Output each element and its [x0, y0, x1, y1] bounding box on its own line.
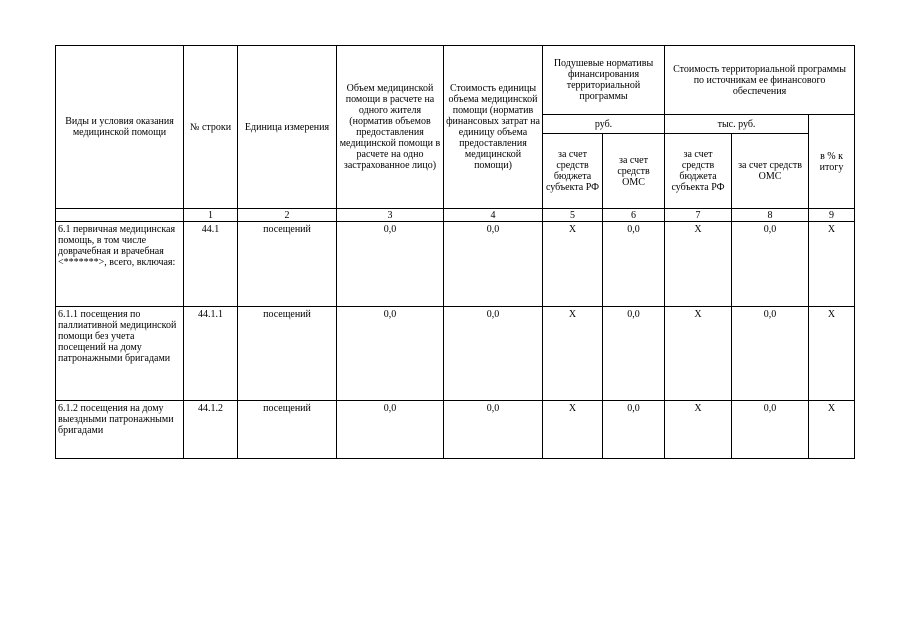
financing-table-page: [55, 45, 855, 459]
row-oms-rub: 0,0: [603, 307, 665, 401]
row-oms-rub: 0,0: [603, 222, 665, 307]
header-percent-total: в % к итогу: [809, 115, 855, 209]
row-name: 6.1.1 посещения по паллиативной медицинской помощи без учета посещений на дому патронажными бригадами: [56, 307, 184, 401]
column-number: 5: [543, 209, 603, 222]
row-unit: посещений: [238, 401, 337, 459]
header-unit: Единица измерения: [238, 46, 337, 209]
row-percent: X: [809, 307, 855, 401]
header-budget-rf-rub: за счет средств бюджета субъекта РФ: [543, 134, 603, 209]
row-code: 44.1: [184, 222, 238, 307]
header-territorial-cost: Стоимость территориальной программы по источникам ее финансового обеспечения: [665, 46, 855, 115]
column-number: 2: [238, 209, 337, 222]
header-oms-thousand: за счет средств ОМС: [732, 134, 809, 209]
row-budget-rub: X: [543, 401, 603, 459]
column-number: 3: [337, 209, 444, 222]
header-oms-rub: за счет средств ОМС: [603, 134, 665, 209]
column-number: 6: [603, 209, 665, 222]
row-name: 6.1.2 посещения на дому выездными патронажными бригадами: [56, 401, 184, 459]
row-budget-thousand: X: [665, 401, 732, 459]
row-unit: посещений: [238, 307, 337, 401]
row-unit: посещений: [238, 222, 337, 307]
header-kinds: Виды и условия оказания медицинской помощи: [56, 46, 184, 209]
row-percent: X: [809, 222, 855, 307]
header-thousand-rub: тыс. руб.: [665, 115, 809, 134]
row-name: 6.1 первичная медицинская помощь, в том числе доврачебная и врачебная <*******>, всего, включая:: [56, 222, 184, 307]
row-percent: X: [809, 401, 855, 459]
table-row: [56, 307, 855, 401]
column-numbers-row: [56, 209, 855, 222]
row-budget-rub: X: [543, 222, 603, 307]
column-number-empty: [56, 209, 184, 222]
header-rub: руб.: [543, 115, 665, 134]
column-number: 1: [184, 209, 238, 222]
header-budget-rf-thousand: за счет средств бюджета субъекта РФ: [665, 134, 732, 209]
row-oms-thousand: 0,0: [732, 401, 809, 459]
header-volume: Объем медицинской помощи в расчете на одного жителя (норматив объемов предоставления медицинской помощи в расчете на одно застрахованное лицо): [337, 46, 444, 209]
header-row-number: № строки: [184, 46, 238, 209]
row-volume: 0,0: [337, 307, 444, 401]
column-number: 8: [732, 209, 809, 222]
row-volume: 0,0: [337, 222, 444, 307]
row-code: 44.1.1: [184, 307, 238, 401]
row-budget-thousand: X: [665, 307, 732, 401]
row-volume: 0,0: [337, 401, 444, 459]
row-oms-rub: 0,0: [603, 401, 665, 459]
row-cost: 0,0: [444, 222, 543, 307]
row-budget-rub: X: [543, 307, 603, 401]
financing-table: [55, 45, 855, 459]
row-oms-thousand: 0,0: [732, 307, 809, 401]
row-cost: 0,0: [444, 401, 543, 459]
table-row: [56, 401, 855, 459]
row-budget-thousand: X: [665, 222, 732, 307]
table-row: [56, 222, 855, 307]
row-oms-thousand: 0,0: [732, 222, 809, 307]
row-code: 44.1.2: [184, 401, 238, 459]
column-number: 9: [809, 209, 855, 222]
column-number: 4: [444, 209, 543, 222]
header-per-capita: Подушевые нормативы финансирования территориальной программы: [543, 46, 665, 115]
column-number: 7: [665, 209, 732, 222]
header-cost: Стоимость единицы объема медицинской помощи (норматив финансовых затрат на единицу объема предоставления медицинской помощи): [444, 46, 543, 209]
row-cost: 0,0: [444, 307, 543, 401]
